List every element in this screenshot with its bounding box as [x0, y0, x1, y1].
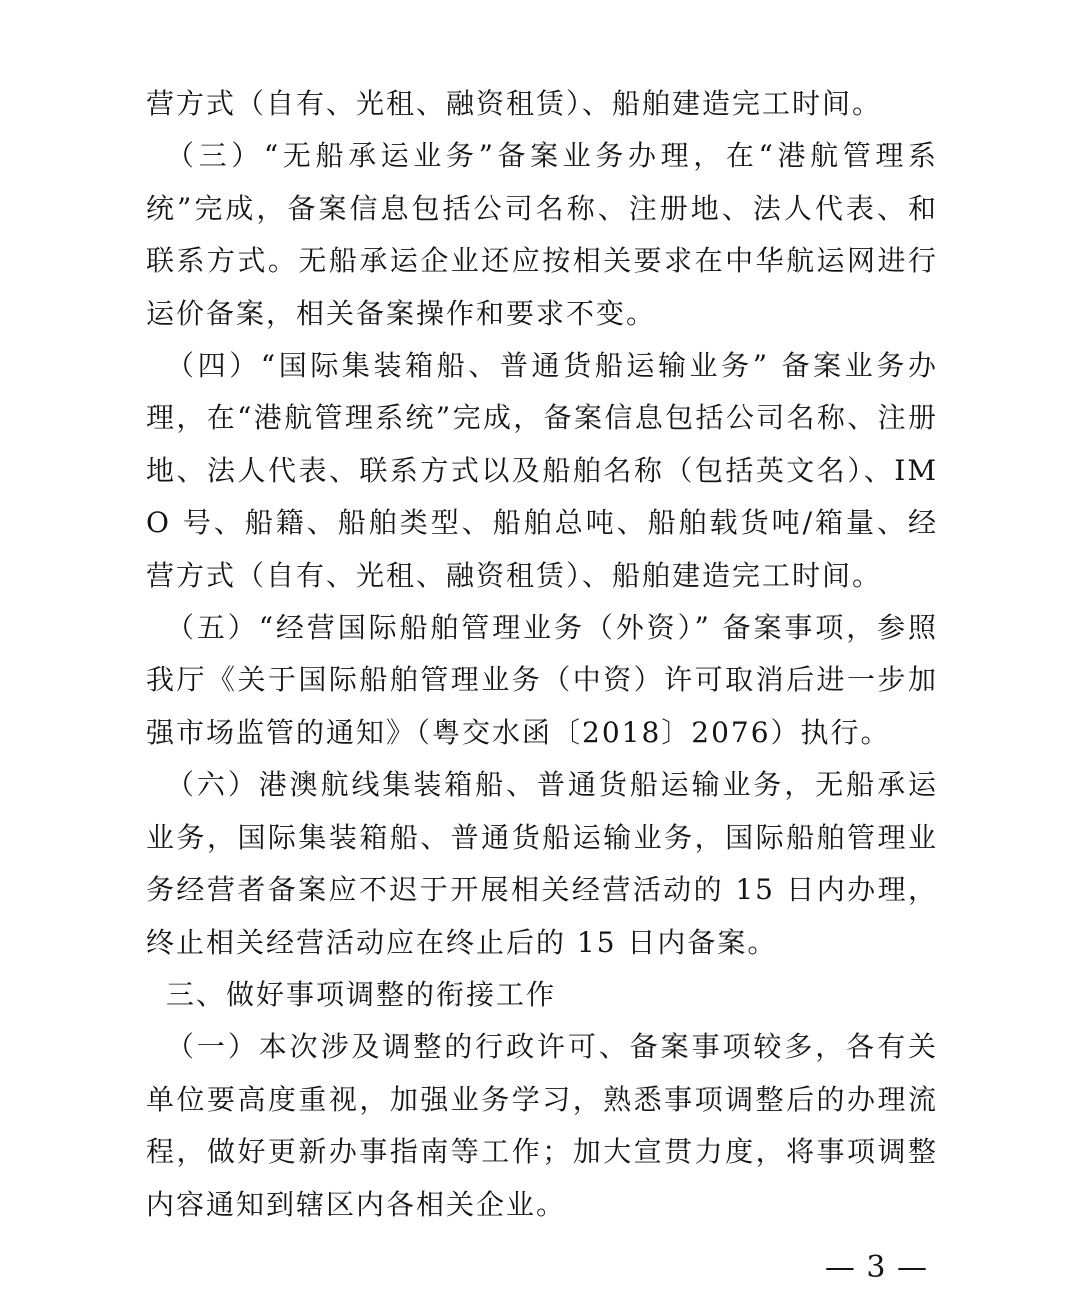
section-heading: 三、做好事项调整的衔接工作 — [166, 977, 557, 1011]
paragraph-continuation: 营方式（自有、光租、融资租赁）、船舶建造完工时间。 — [146, 87, 883, 120]
paragraph-item-6: （六）港澳航线集装箱船、普通货船运输业务，无船承运业务，国际集装箱船、普通货船运输业务，国际船舶管理业务经营者备案应不迟于开展相关经营活动的 15 日内办理，终止相关经营活动应在终止后的 15 日内备案。 — [146, 768, 938, 959]
section-paragraph-item-1: （一）本次涉及调整的行政许可、备案事项较多，各有关单位要高度重视，加强业务学习，熟悉事项调整后的办理流程，做好更新办事指南等工作；加大宣贯力度，将事项调整内容通知到辖区内各相关企业。 — [146, 1030, 938, 1221]
paragraph-item-5: （五）“经营国际船舶管理业务（外资）” 备案事项，参照我厅《关于国际船舶管理业务（中资）许可取消后进一步加强市场监管的通知》（粤交水函〔2018〕2076）执行。 — [146, 611, 938, 749]
document-body — [146, 78, 938, 1231]
page-number: — 3 — — [824, 1250, 928, 1285]
paragraph-item-4: （四）“国际集装箱船、普通货船运输业务” 备案业务办理，在“港航管理系统”完成，备案信息包括公司名称、注册地、法人代表、联系方式以及船舶名称（包括英文名）、IMO 号、船籍、船舶类型、船舶总吨、船舶载货吨/箱量、经营方式（自有、光租、融资租赁）、船舶建造完工时间。 — [146, 349, 938, 592]
paragraph-item-3: （三）“无船承运业务”备案业务办理，在“港航管理系统”完成，备案信息包括公司名称、注册地、法人代表、和联系方式。无船承运企业还应按相关要求在中华航运网进行运价备案，相关备案操作和要求不变。 — [146, 139, 938, 330]
